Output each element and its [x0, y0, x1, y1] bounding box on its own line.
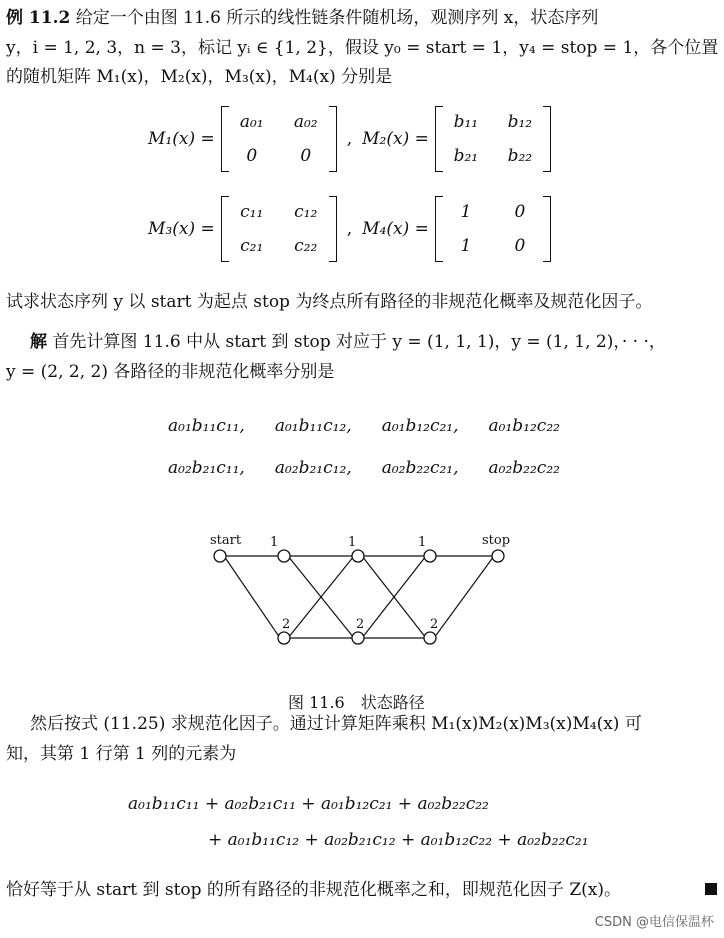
solution-label: 解: [30, 332, 47, 352]
m4-cell: 1: [460, 236, 472, 256]
m3-grid: [221, 196, 337, 262]
node-1: [278, 550, 290, 562]
question-text: 试求状态序列 y 以 start 为起点 stop 为终点所有路径的非规范化概率及规范化因子。: [6, 292, 653, 312]
m4-cell: 0: [514, 202, 526, 222]
m3-cell: c₁₁: [240, 202, 264, 222]
watermark: CSDN @电信保温杯: [594, 915, 714, 930]
stop-label: stop: [482, 533, 511, 548]
m4-grid: [435, 196, 551, 262]
m3-cell: c₂₁: [240, 236, 264, 256]
m1-label: M₁(x) =: [148, 129, 215, 149]
start-label: start: [210, 533, 242, 548]
path-prob: a₀₁b₁₂c₂₁,: [381, 416, 459, 436]
node-2: [278, 632, 290, 644]
m2-cell: b₂₂: [507, 146, 533, 166]
node-1: [352, 550, 364, 562]
node-2: [424, 632, 436, 644]
m4-cell: 0: [514, 236, 526, 256]
m4-cell: 1: [460, 202, 472, 222]
path-prob-row-2: [168, 458, 560, 478]
bottom-node-label: 2: [282, 617, 291, 632]
node-2: [352, 632, 364, 644]
m2-cell: b₁₂: [507, 112, 533, 132]
figure-caption: 图 11.6 状态路径: [288, 693, 425, 712]
start-node: [214, 550, 226, 562]
m2-grid: [435, 106, 551, 172]
state-path-diagram: [210, 528, 520, 688]
solution-text-1: 首先计算图 11.6 中从 start 到 stop 对应于 y = (1, 1, 1)，y = (1, 1, 2)，· · ·，: [52, 332, 666, 352]
m3-cell: c₁₂: [294, 202, 318, 222]
bottom-node-label: 2: [356, 617, 365, 632]
example-label: 例 11.2: [6, 8, 71, 28]
solution-line-1: [30, 330, 716, 354]
path-prob: a₀₁b₁₂c₂₂: [488, 416, 560, 436]
example-text-1: 给定一个由图 11.6 所示的线性链条件随机场，观测序列 x，状态序列: [75, 8, 599, 28]
m1-cell: 0: [300, 146, 312, 166]
matrix-m1: M₁(x) = a₀₁ a₀₂ 0 0 , M₂(x) = b₁₁ b₁₂ b₂₁ b₂₂: [148, 106, 551, 172]
qed-mark: [705, 883, 717, 895]
stop-node: [492, 550, 504, 562]
m3-cell: c₂₂: [294, 236, 318, 256]
top-node-label: 1: [418, 535, 427, 550]
edge: [224, 556, 280, 638]
edge: [434, 556, 494, 638]
bottom-node-label: 2: [430, 617, 439, 632]
sum-equation-2: + a₀₁b₁₁c₁₂ + a₀₂b₂₁c₁₂ + a₀₁b₁₂c₂₂ + a₀₂b₂₂c₂₁: [208, 830, 589, 850]
node-1: [424, 550, 436, 562]
example-line-3: 的随机矩阵 M₁(x)，M₂(x)，M₃(x)，M₄(x) 分别是: [6, 67, 393, 87]
m2-cell: b₂₁: [453, 146, 479, 166]
path-prob: a₀₁b₁₁c₁₁,: [168, 416, 245, 436]
path-prob-row-1: [168, 416, 560, 436]
path-prob: a₀₂b₂₁c₁₁,: [168, 458, 245, 478]
path-prob: a₀₂b₂₂c₂₂: [488, 458, 560, 478]
path-prob: a₀₂b₂₁c₁₂,: [274, 458, 352, 478]
m4-label: M₄(x) =: [362, 219, 429, 239]
sum-equation-1: a₀₁b₁₁c₁₁ + a₀₂b₂₁c₁₁ + a₀₁b₁₂c₂₁ + a₀₂b₂₂c₂₂: [128, 794, 489, 814]
m1-grid: [221, 106, 337, 172]
m3-label: M₃(x) =: [148, 219, 215, 239]
m2-cell: b₁₁: [453, 112, 479, 132]
path-prob: a₀₁b₁₁c₁₂,: [274, 416, 352, 436]
m1-cell: a₀₂: [293, 112, 318, 132]
final-statement: 恰好等于从 start 到 stop 的所有路径的非规范化概率之和，即规范化因子 Z(x)。: [6, 880, 622, 900]
conclusion-line-1: 然后按式 (11.25) 求规范化因子。通过计算矩阵乘积 M₁(x)M₂(x)M₃(x)M₄(x) 可: [30, 714, 642, 734]
example-line-1: [6, 6, 716, 30]
matrix-m3: M₃(x) = c₁₁ c₁₂ c₂₁ c₂₂ , M₄(x) = 1 0 1 0: [148, 196, 551, 262]
top-node-label: 1: [270, 535, 279, 550]
m1-cell: a₀₁: [239, 112, 264, 132]
path-prob: a₀₂b₂₂c₂₁,: [381, 458, 459, 478]
conclusion-line-2: 知，其第 1 行第 1 列的元素为: [6, 744, 237, 764]
solution-line-2: y = (2, 2, 2) 各路径的非规范化概率分别是: [6, 362, 335, 382]
m2-label: M₂(x) =: [362, 129, 429, 149]
top-node-label: 1: [348, 535, 357, 550]
m1-cell: 0: [246, 146, 258, 166]
example-line-2: y，i = 1, 2, 3，n = 3，标记 yᵢ ∈ {1, 2}，假设 y₀ = start = 1，y₄ = stop = 1，各个位置: [6, 38, 719, 58]
